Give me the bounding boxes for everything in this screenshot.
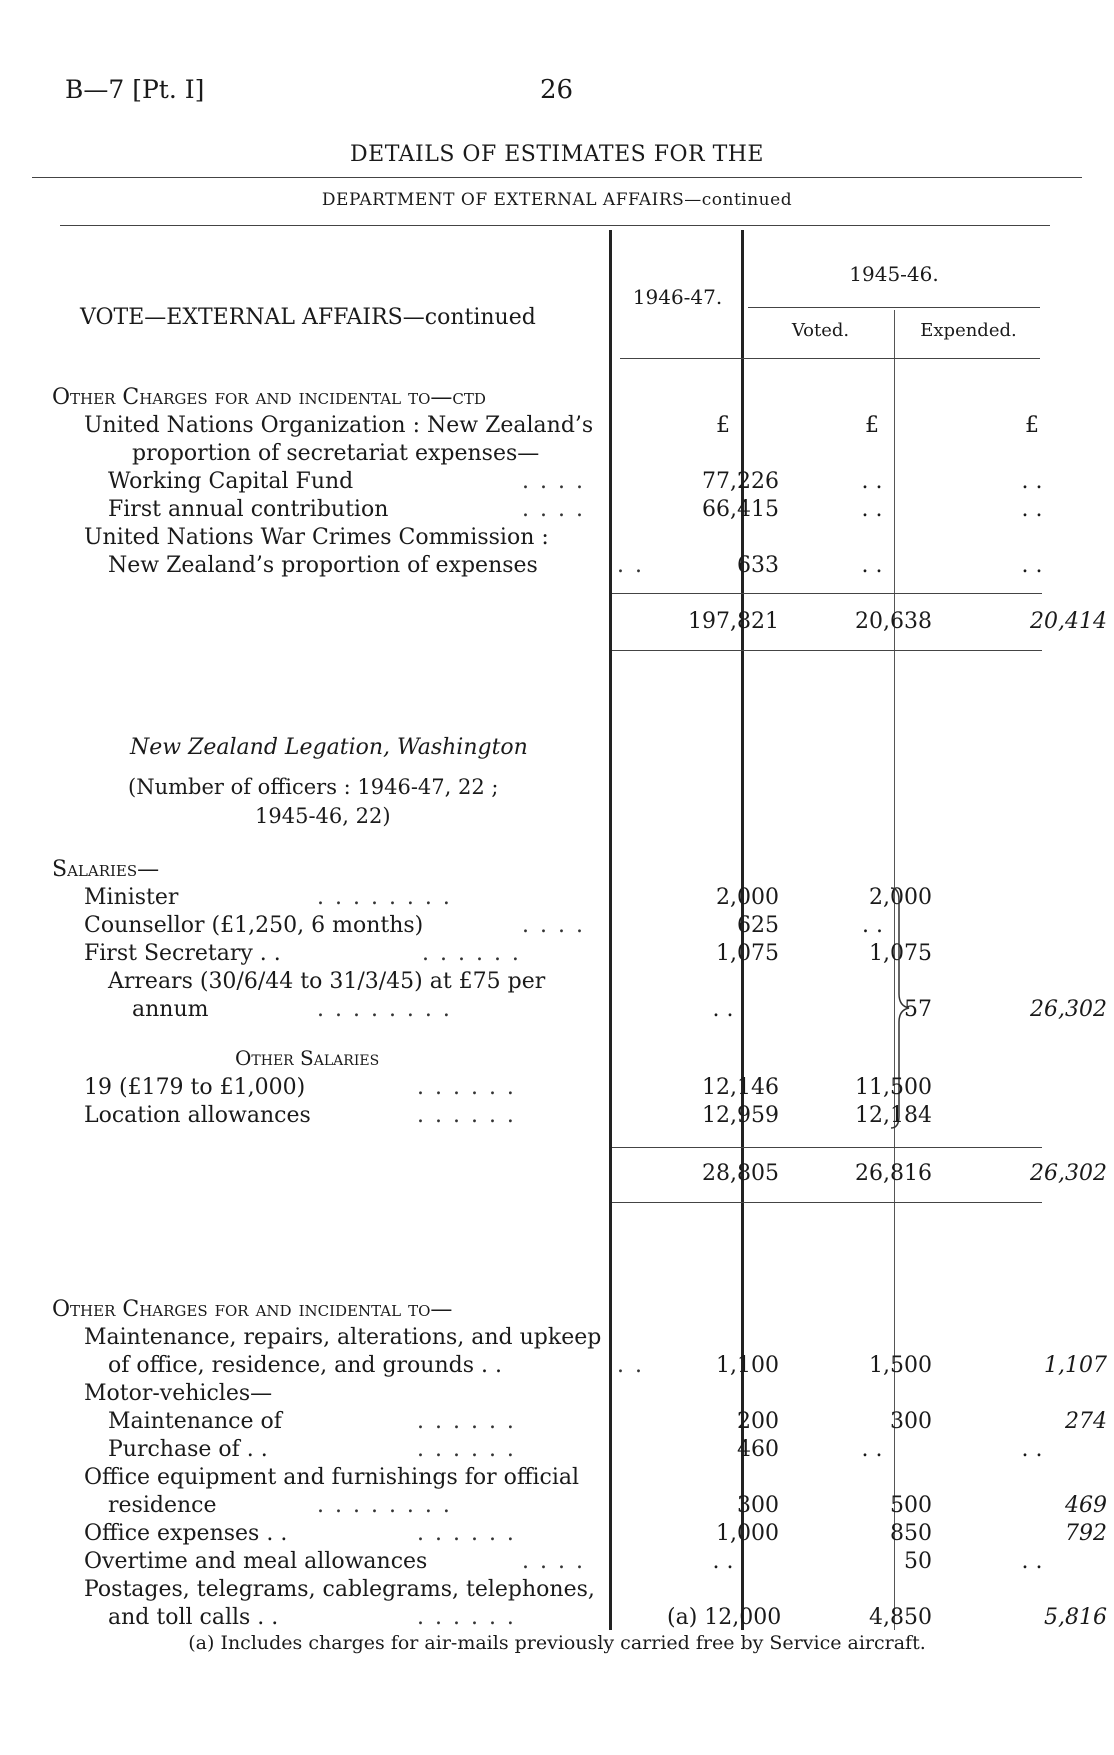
page-number: 26 (540, 75, 574, 105)
salaries-heading: Salaries— (52, 857, 160, 882)
table-row: 19 (£179 to £1,000) . . . . . . 12,146 11,500 (84, 1075, 932, 1100)
text-line: Maintenance, repairs, alterations, and upkeep (84, 1325, 602, 1350)
year-header-rule (748, 307, 1040, 308)
subtotal-rule (612, 593, 1042, 594)
subtotal-rule (612, 1147, 1042, 1148)
column-head-expended: Expended. (920, 320, 1017, 341)
table-row: Counsellor (£1,250, 6 months) . . . . 625 . . (84, 913, 883, 938)
text-line: proportion of secretariat expenses— (132, 441, 540, 466)
table-row: and toll calls . . . . . . . . (a) 12,000 4,850 5,816 (108, 1605, 1107, 1630)
table-row: residence . . . . . . . . 300 500 469 (108, 1493, 1107, 1518)
table-row: First annual contribution . . . . 66,415 . . . . (108, 497, 1043, 522)
column-head-1945-46: 1945-46. (849, 262, 939, 286)
column-head-voted: Voted. (791, 320, 850, 341)
table-row: Overtime and meal allowances . . . . . . 50 . . (84, 1549, 1043, 1574)
footnote: (a) Includes charges for air-mails previously carried free by Service aircraft. (188, 1632, 926, 1654)
text-line: Office equipment and furnishings for official (84, 1465, 580, 1490)
table-row: Purchase of . . . . . . . . 460 . . . . (108, 1437, 1043, 1462)
table-row: New Zealand’s proportion of expenses . . 633 . . . . (108, 553, 1043, 578)
officers-note-cont: 1945-46, 22) (255, 804, 391, 828)
table-row: Minister . . . . . . . . 2,000 2,000 (84, 885, 932, 910)
table-row: Office expenses . . . . . . . . 1,000 850 792 (84, 1521, 1107, 1546)
total-rule (612, 1202, 1042, 1203)
text-line: United Nations War Crimes Commission : (84, 525, 549, 550)
other-salaries-heading: Other Salaries (235, 1046, 380, 1070)
text-line: Postages, telegrams, cablegrams, telephones, (84, 1577, 595, 1602)
document-reference: B—7 [Pt. I] (65, 75, 205, 104)
column-head-1946-47: 1946-47. (632, 285, 723, 309)
table-row: of office, residence, and grounds . . . . 1,100 1,500 1,107 (108, 1353, 1107, 1378)
text-line: Motor-vehicles— (84, 1381, 273, 1406)
subtitle-rule (60, 225, 1050, 226)
table-row: Maintenance of . . . . . . 200 300 274 (108, 1409, 1107, 1434)
total-row: 197,821 20,638 20,414 (688, 609, 1107, 634)
total-row: 28,805 26,816 26,302 (702, 1161, 1107, 1186)
table-row: Location allowances . . . . . . 12,959 12,184 (84, 1103, 932, 1128)
page-title: DETAILS OF ESTIMATES FOR THE (350, 142, 764, 167)
table-row: Working Capital Fund . . . . 77,226 . . . . (108, 469, 1043, 494)
text-line: Arrears (30/6/44 to 31/3/45) at £75 per (108, 969, 546, 994)
text-line: United Nations Organization : New Zealand’s £ £ £ (84, 413, 1039, 438)
title-rule (32, 177, 1082, 178)
column-head-rule (620, 358, 1040, 359)
table-row: annum . . . . . . . . . . 57 26,302 (132, 997, 1107, 1022)
legation-heading: New Zealand Legation, Washington (130, 735, 528, 760)
vote-heading: VOTE—EXTERNAL AFFAIRS—continued (80, 305, 536, 330)
officers-note: (Number of officers : 1946-47, 22 ; (128, 775, 499, 799)
section-heading-other-charges: Other Charges for and incidental to—ctd (52, 385, 486, 410)
section-heading-other-charges: Other Charges for and incidental to— (52, 1297, 453, 1322)
table-row: First Secretary . . . . . . . . 1,075 1,075 (84, 941, 932, 966)
page-subtitle: DEPARTMENT OF EXTERNAL AFFAIRS—continued (321, 190, 793, 210)
total-rule (612, 650, 1042, 651)
